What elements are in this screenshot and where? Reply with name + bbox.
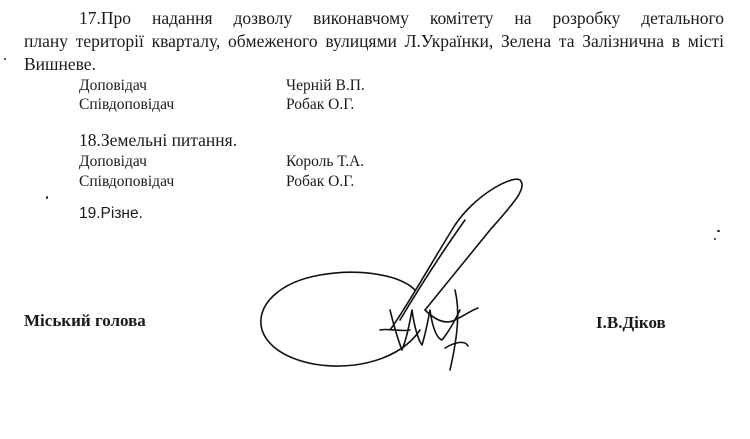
agenda-item-17 <box>24 7 724 76</box>
scan-speck <box>717 230 720 232</box>
handwritten-signature <box>250 170 550 385</box>
agenda-item-19-title: 19.Різне. <box>79 205 143 222</box>
signatory-name: І.В.Діков <box>596 313 666 332</box>
scan-speck <box>46 196 48 199</box>
co-speaker-name: Робак О.Г. <box>286 96 355 113</box>
signatory-title: Міський голова <box>24 311 146 330</box>
co-speaker-name: Робак О.Г. <box>286 173 355 190</box>
speaker-role: Доповідач <box>79 77 147 94</box>
speaker-name: Король Т.А. <box>286 153 365 170</box>
speaker-name: Черній В.П. <box>286 77 365 94</box>
speaker-role: Доповідач <box>79 153 147 170</box>
scan-speck <box>714 238 716 240</box>
agenda-item-17-continuation: плану території кварталу, обмеженого вулицями Л.Українки, Зелена та Залізнична в місті Вишневе. <box>24 31 724 74</box>
co-speaker-role: Співдоповідач <box>79 173 175 190</box>
scan-speck <box>4 58 6 60</box>
agenda-item-18-title: 18.Земельні питання. <box>79 130 238 150</box>
co-speaker-role: Співдоповідач <box>79 96 175 113</box>
agenda-item-17-title: 17.Про надання дозволу виконавчому комітету на розробку детального <box>79 8 724 28</box>
